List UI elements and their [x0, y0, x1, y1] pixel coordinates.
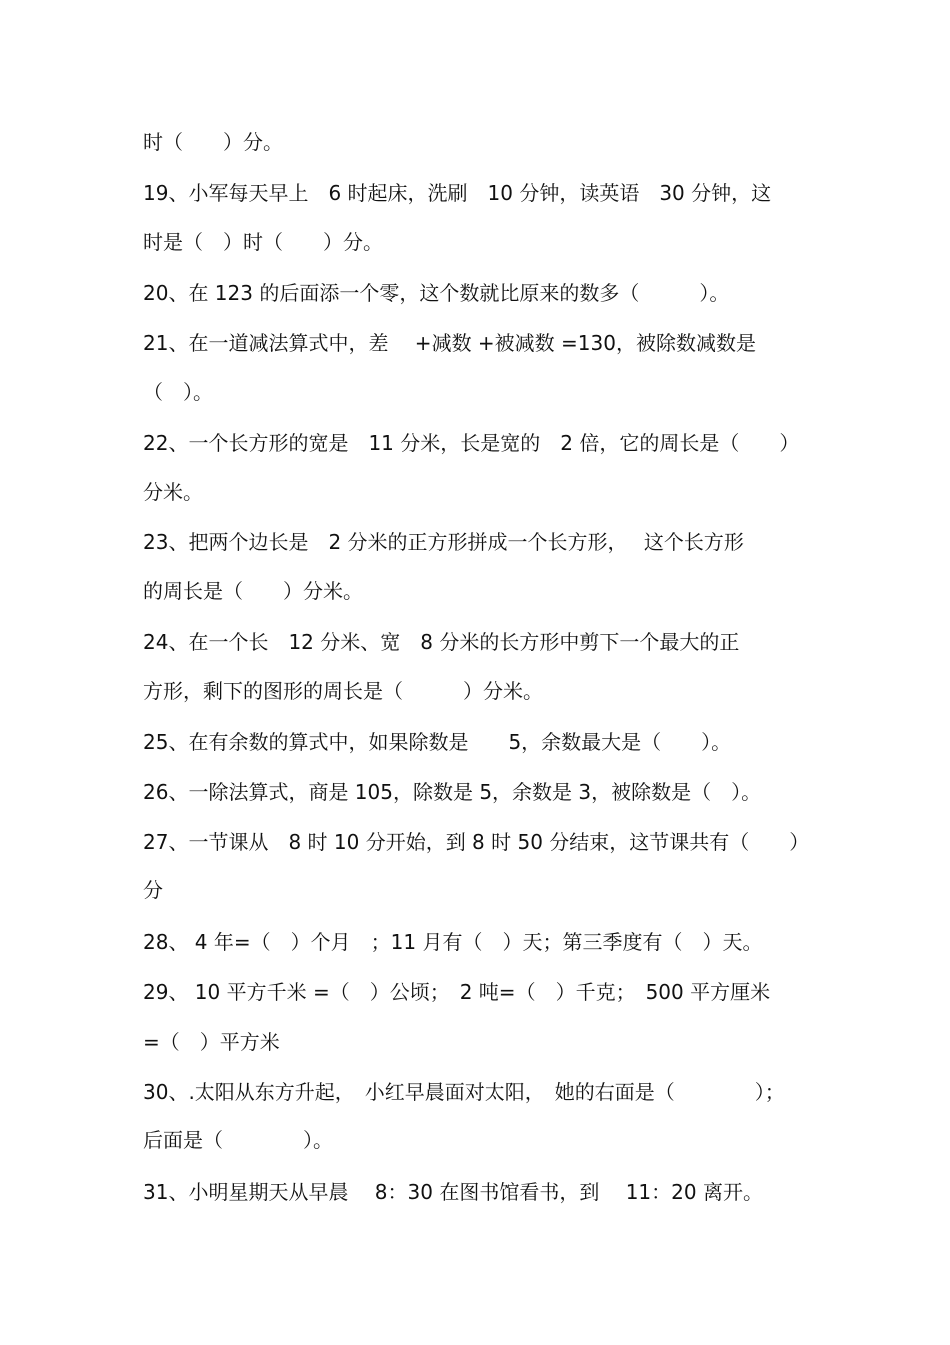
question-31: 31、小明星期天从早晨 8：30 在图书馆看书，到 11：20 离开。	[143, 1180, 763, 1204]
text-line: 时（ ）分。	[143, 130, 283, 154]
question-19-line-2: 时是（ ）时（ ）分。	[143, 230, 383, 254]
question-21-line-2: （ ）。	[143, 380, 213, 404]
question-19-line-1: 19、小军每天早上 6 时起床，洗刷 10 分钟，读英语 30 分钟，这	[143, 181, 772, 205]
question-29-line-2: =（ ）平方米	[143, 1030, 280, 1054]
question-30-line-2: 后面是（ ）。	[143, 1128, 333, 1152]
question-23-line-2: 的周长是（ ）分米。	[143, 579, 363, 603]
question-24-line-2: 方形，剩下的图形的周长是（ ）分米。	[143, 679, 543, 703]
question-27-line-2: 分	[143, 878, 163, 902]
question-21-line-1: 21、在一道减法算式中，差 +减数 +被减数 =130，被除数减数是	[143, 331, 756, 355]
question-26: 26、一除法算式，商是 105，除数是 5，余数是 3，被除数是（ ）。	[143, 780, 762, 804]
question-30-line-1: 30、.太阳从东方升起， 小红早晨面对太阳， 她的右面是（ ）；	[143, 1080, 785, 1104]
question-29-line-1: 29、 10 平方千米 =（ ）公顷； 2 吨=（ ）千克； 500 平方厘米	[143, 980, 771, 1004]
question-27-line-1: 27、一节课从 8 时 10 分开始，到 8 时 50 分结束，这节课共有（ ）	[143, 830, 810, 854]
question-22-line-2: 分米。	[143, 480, 203, 504]
question-25: 25、在有余数的算式中，如果除数是 5，余数最大是（ ）。	[143, 730, 732, 754]
question-28: 28、 4 年=（ ）个月 ；11 月有（ ）天；第三季度有（ ）天。	[143, 930, 763, 954]
question-20: 20、在 123 的后面添一个零，这个数就比原来的数多（ ）。	[143, 281, 730, 305]
question-23-line-1: 23、把两个边长是 2 分米的正方形拼成一个长方形， 这个长方形	[143, 530, 744, 554]
question-24-line-1: 24、在一个长 12 分米、宽 8 分米的长方形中剪下一个最大的正	[143, 630, 740, 654]
question-22-line-1: 22、一个长方形的宽是 11 分米，长是宽的 2 倍，它的周长是（ ）	[143, 431, 800, 455]
